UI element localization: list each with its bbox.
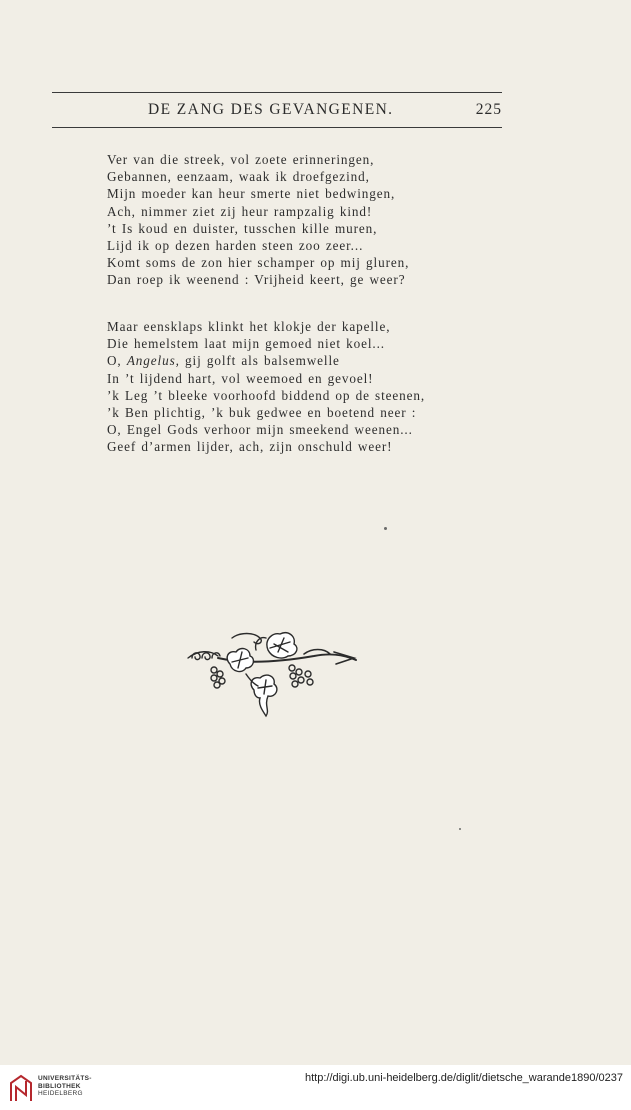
- poem-line: Ach, nimmer ziet zij heur rampzalig kind!: [107, 203, 373, 219]
- poem-line: In ’t lijdend hart, vol weemoed en gevoel!: [107, 370, 374, 386]
- library-name-line: BIBLIOTHEK: [38, 1082, 81, 1090]
- poem-line: Gebannen, eenzaam, waak ik droefgezind,: [107, 169, 370, 185]
- header-rule-bottom: [52, 127, 502, 128]
- poem-text: O,: [107, 353, 127, 369]
- poem-line: Dan roep ik weenend : Vrijheid keert, ge weer?: [107, 272, 406, 288]
- poem-line: Maar eensklaps klinkt het klokje der kapelle,: [107, 319, 391, 334]
- paper-speck: [459, 828, 461, 830]
- poem-line: Geef d’armen lijder, ach, zijn onschuld weer!: [107, 439, 393, 455]
- university-library-logo-icon: [8, 1073, 34, 1103]
- poem-line: Mijn moeder kan heur smerte niet bedwingen,: [107, 186, 396, 202]
- page-number: 225: [475, 101, 502, 118]
- poem-line: ’k Leg ’t bleeke voorhoofd biddend op de steenen,: [107, 387, 426, 403]
- poem-stanza-2: [107, 318, 487, 456]
- poem-line: O, Engel Gods verhoor mijn smeekend weenen...: [107, 422, 413, 438]
- poem-line: Lijd ik op dezen harden steen zoo zeer...: [107, 238, 364, 254]
- poem-line: Die hemelstem laat mijn gemoed niet koel...: [107, 336, 385, 352]
- poem-line: Ver van die streek, vol zoete erinneringen,: [107, 152, 375, 167]
- poem-text: gij golft als balsemwelle: [179, 353, 340, 369]
- italic-word: Angelus,: [126, 353, 180, 369]
- poem-line: ’t Is koud en duister, tusschen kille muren,: [107, 220, 378, 236]
- library-name-line: UNIVERSITÄTS-: [38, 1075, 92, 1082]
- poem-line-with-italic: [107, 352, 487, 369]
- running-title: DE ZANG DES GEVANGENEN.: [148, 101, 394, 118]
- poem-line: ’k Ben plichtig, ’k buk gedwee en boetend neer :: [107, 405, 417, 421]
- footer-bar: [0, 1065, 631, 1110]
- poem-line: Komt soms de zon hier schamper op mij gluren,: [107, 255, 410, 271]
- source-url-link[interactable]: http://digi.ub.uni-heidelberg.de/diglit/dietsche_warande1890/0237: [304, 1072, 623, 1084]
- running-head: [52, 101, 502, 121]
- poem-stanza-1: [107, 151, 487, 289]
- library-name: [38, 1075, 92, 1098]
- library-name-line: HEIDELBERG: [38, 1090, 83, 1097]
- paper-speck: [384, 527, 387, 530]
- grapevine-vignette-icon: [184, 628, 360, 720]
- header-rule-top: [52, 92, 502, 93]
